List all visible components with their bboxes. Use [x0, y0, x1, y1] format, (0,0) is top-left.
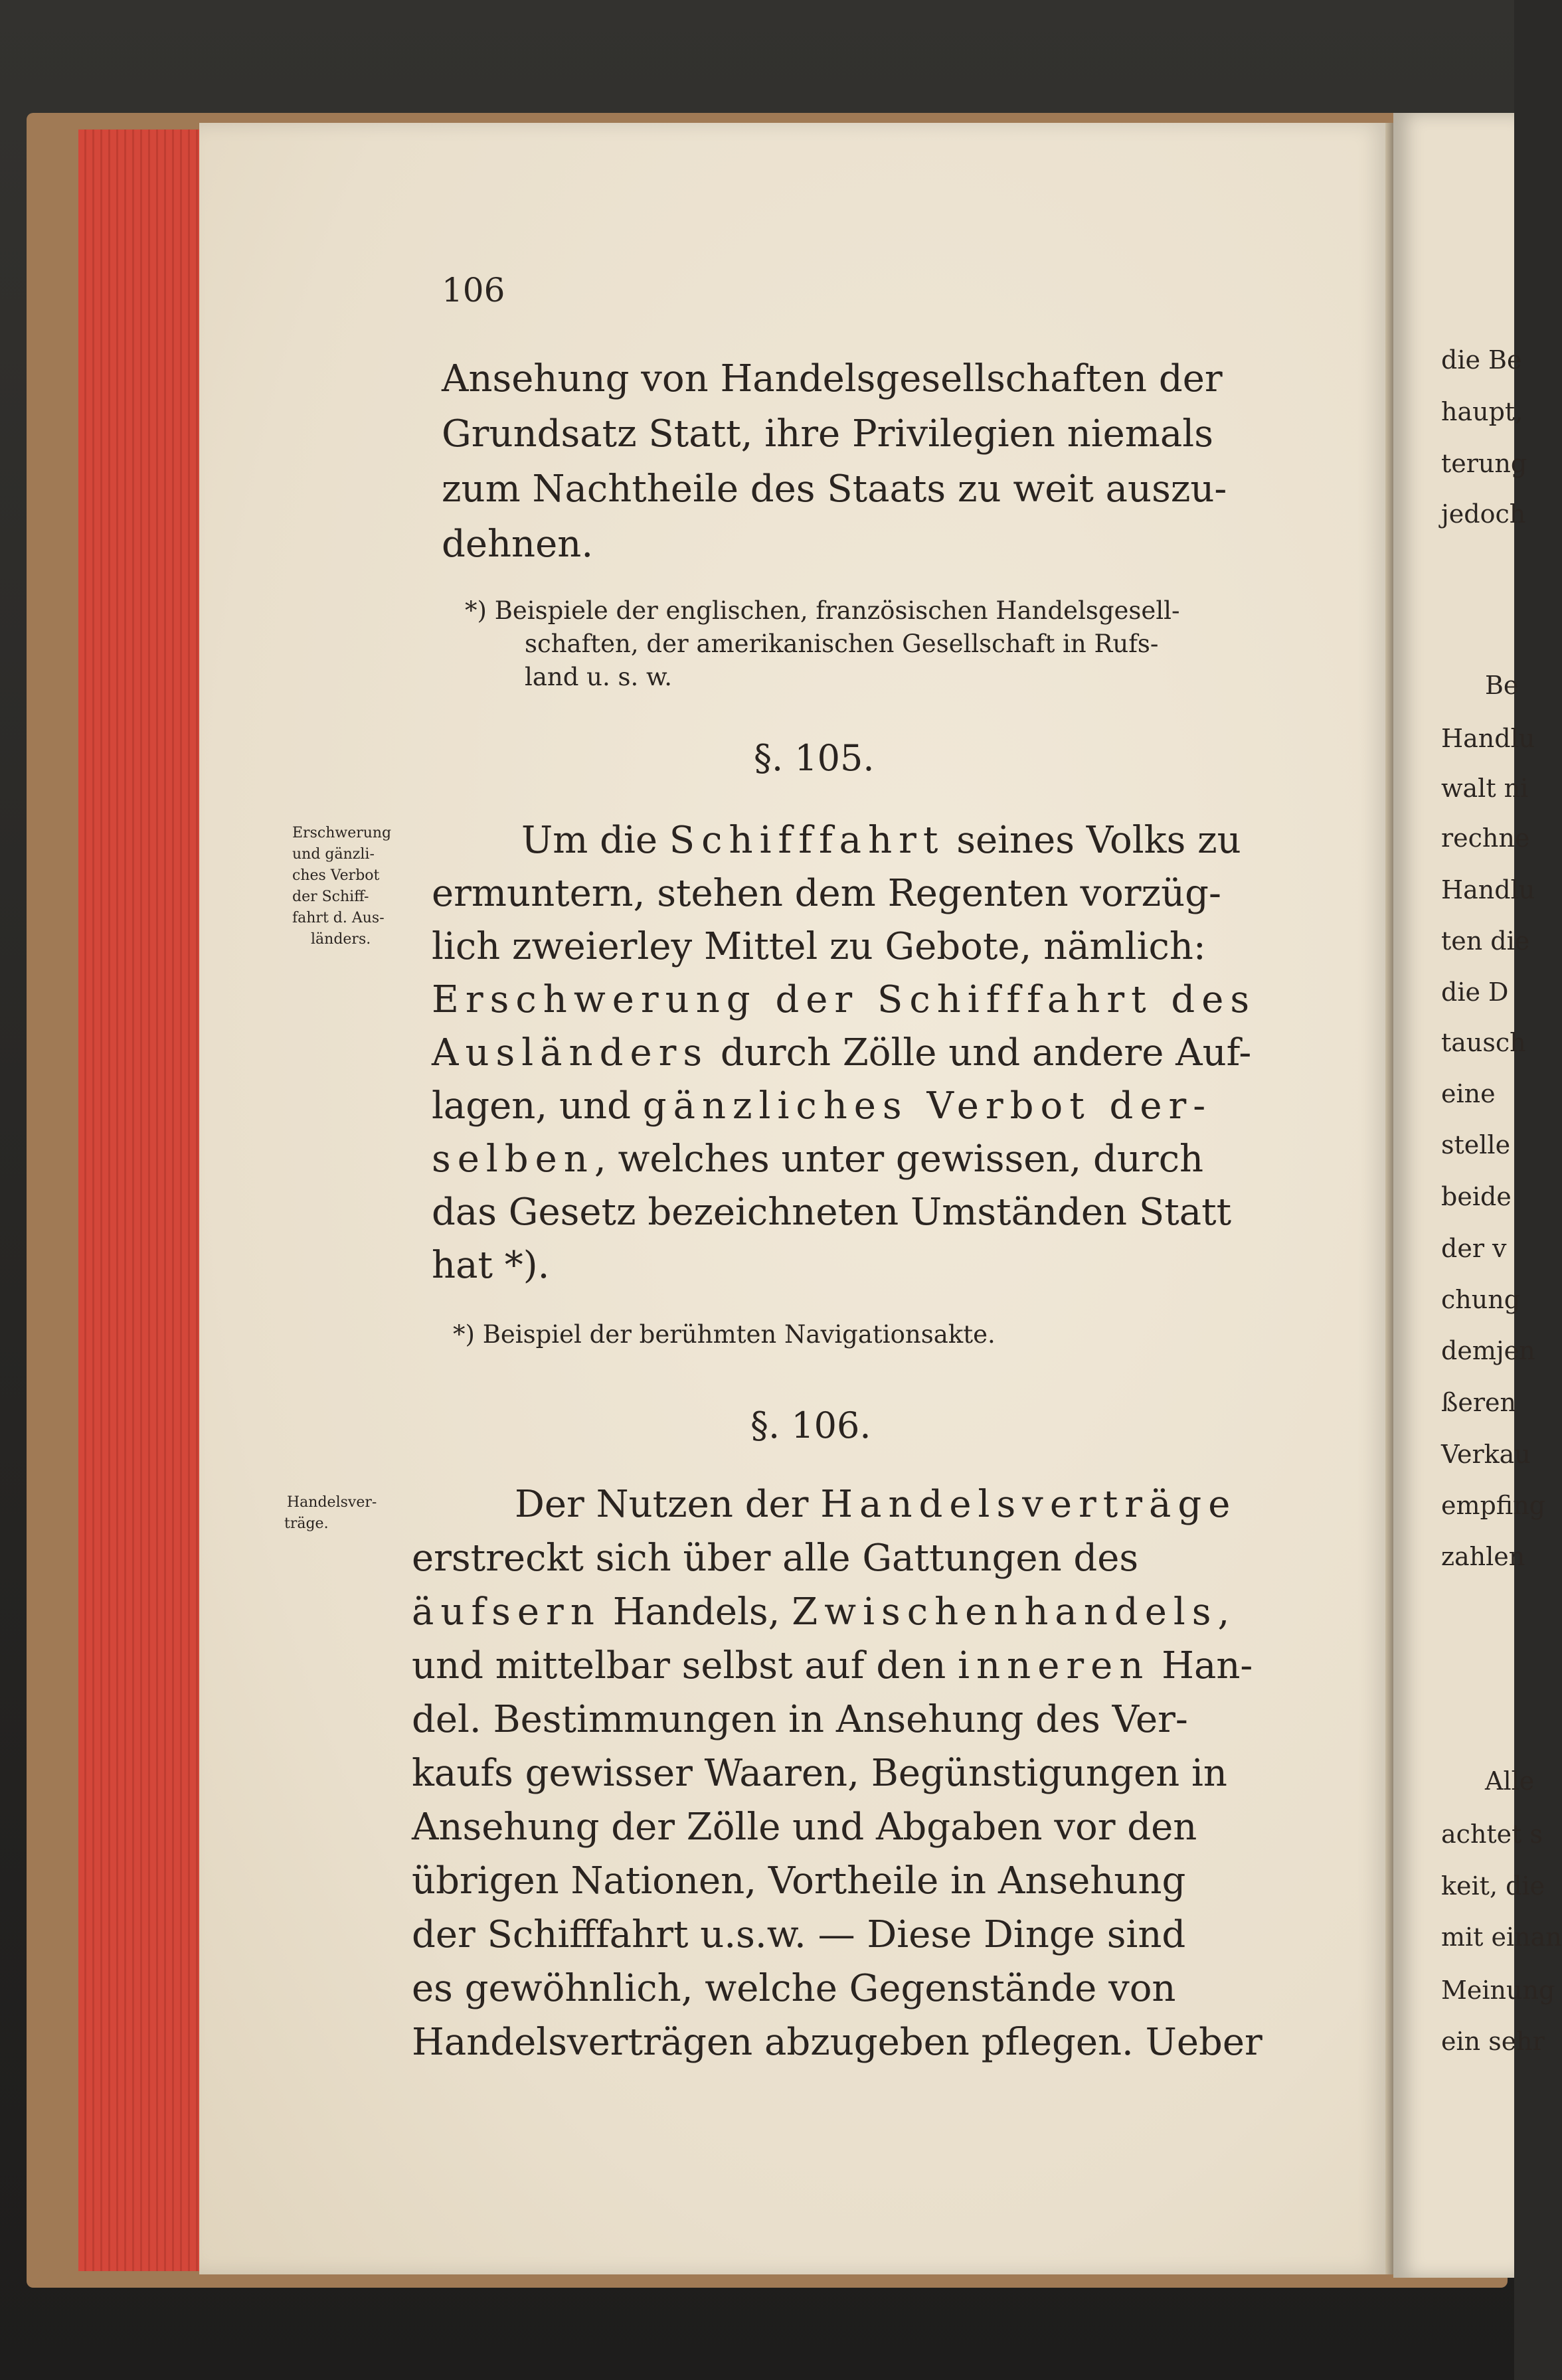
- facing-page-fragment: tausch: [1441, 1028, 1526, 1057]
- text-line: übrigen Nationen, Vortheile in Ansehung: [412, 1859, 1186, 1903]
- text-line: es gewöhnlich, welche Gegenstände von: [412, 1967, 1176, 2010]
- facing-page-fragment: Verkau: [1441, 1440, 1531, 1469]
- facing-page-fragment: Handlu: [1441, 875, 1535, 904]
- facing-page-fragment: zahlen: [1441, 1542, 1525, 1571]
- text-line: äufsern Handels, Zwischenhandels,: [412, 1590, 1230, 1634]
- facing-page-fragment: chung: [1441, 1285, 1521, 1314]
- text-line: ermuntern, stehen dem Regenten vorzüg-: [432, 872, 1221, 915]
- spaced-emphasis: gänzliches Verbot der-: [642, 1084, 1213, 1128]
- text-line: [432, 973, 1256, 1027]
- margin-note-line: und gänzli-: [292, 846, 375, 863]
- facing-page-fragment: Alle: [1485, 1766, 1535, 1796]
- facing-page-fragment: die D: [1441, 978, 1509, 1007]
- margin-note-line: ches Verbot: [292, 867, 380, 884]
- facing-page-fragment: ßeren: [1441, 1388, 1516, 1417]
- facing-page-fragment: die Be: [1441, 345, 1522, 375]
- spaced-emphasis: Schifffahrt: [669, 819, 945, 862]
- facing-page-fragment: mit einan: [1441, 1922, 1562, 1952]
- text-line: Um die Schifffahrt seines Volks zu: [521, 819, 1241, 862]
- facing-page-fragment: terung: [1441, 449, 1527, 478]
- text-line: der Schifffahrt u.s.w. — Diese Dinge sind: [412, 1913, 1186, 1956]
- facing-page-fragment: empfing: [1441, 1491, 1545, 1520]
- text-line: lagen, und gänzliches Verbot der-: [432, 1084, 1213, 1128]
- text-line: erstreckt sich über alle Gattungen des: [412, 1537, 1139, 1580]
- text-line: Der Nutzen der Handelsverträge: [515, 1483, 1237, 1526]
- spaced-emphasis: Erschwerung der Schifffahrt des: [432, 978, 1257, 1021]
- section-105-heading: §. 105.: [754, 737, 875, 779]
- facing-page-fragment: ten die: [1441, 926, 1530, 956]
- facing-page-fragment: haupt,: [1441, 397, 1523, 426]
- footnote-line: *) Beispiele der englischen, französischen Handelsgesell-: [465, 596, 1180, 625]
- text-line: das Gesetz bezeichneten Umständen Statt: [432, 1191, 1232, 1234]
- facing-page-fragment: beide: [1441, 1182, 1512, 1211]
- facing-page-fragment: demjen: [1441, 1336, 1535, 1365]
- text-line: Ausländers durch Zölle und andere Auf-: [432, 1031, 1252, 1074]
- margin-note-line: fahrt d. Aus-: [292, 910, 385, 926]
- text-line: hat *).: [432, 1244, 550, 1287]
- text-line: und mittelbar selbst auf den inneren Han-: [412, 1644, 1253, 1687]
- facing-page-fragment: ein sehr: [1441, 2027, 1545, 2056]
- spaced-emphasis: inneren: [958, 1644, 1150, 1687]
- text-line: Ansehung der Zölle und Abgaben vor den: [412, 1806, 1197, 1849]
- margin-note-line: träge.: [284, 1515, 329, 1532]
- margin-note-line: Handelsver-: [287, 1494, 377, 1511]
- text-line: Ansehung von Handelsgesellschaften der: [442, 357, 1223, 400]
- facing-page-fragment: walt ni: [1441, 774, 1529, 803]
- page-number: 106: [442, 271, 505, 309]
- facing-page-fragment: Meinung: [1441, 1976, 1555, 2005]
- text-line: selben, welches unter gewissen, durch: [432, 1138, 1204, 1181]
- facing-page-fragment: Handlu: [1441, 724, 1535, 753]
- footnote-line: schaften, der amerikanischen Gesellschaft in Rufs-: [525, 630, 1159, 658]
- section-106-heading: §. 106.: [750, 1404, 871, 1446]
- text-line: lich zweierley Mittel zu Gebote, nämlich:: [432, 925, 1206, 968]
- footnote-line: land u. s. w.: [525, 663, 673, 691]
- spaced-emphasis: Zwischenhandels: [792, 1590, 1218, 1634]
- text-line: del. Bestimmungen in Ansehung des Ver-: [412, 1698, 1188, 1741]
- facing-page-fragment: rechne: [1441, 823, 1530, 853]
- spaced-emphasis: Ausländers: [432, 1031, 709, 1074]
- text-line: dehnen.: [442, 523, 594, 566]
- spaced-emphasis: Handelsverträge: [820, 1483, 1237, 1526]
- text-line: Handelsverträgen abzugeben pflegen. Ueber: [412, 2021, 1262, 2064]
- spaced-emphasis: äufsern: [412, 1590, 601, 1634]
- facing-page-fragment: keit, die: [1441, 1871, 1545, 1901]
- text-line: zum Nachtheile des Staats zu weit auszu-: [442, 468, 1227, 511]
- facing-page-fragment: Be: [1485, 671, 1519, 700]
- text-line: Grundsatz Statt, ihre Privilegien niemals: [442, 412, 1213, 456]
- footnote-navigation-act: *) Beispiel der berühmten Navigationsakte.: [453, 1320, 996, 1349]
- facing-page-fragment: jedoch: [1441, 499, 1526, 529]
- margin-note-line: der Schiff-: [292, 889, 369, 905]
- facing-page-fragment: stelle: [1441, 1130, 1511, 1159]
- facing-page-fragment: eine: [1441, 1079, 1496, 1108]
- facing-page-strip: [1393, 113, 1562, 2278]
- facing-page-fragment: der v: [1441, 1234, 1507, 1263]
- text-line: kaufs gewisser Waaren, Begünstigungen in: [412, 1752, 1227, 1795]
- margin-note-line: Erschwerung: [292, 825, 392, 841]
- margin-note-line: länders.: [311, 931, 371, 948]
- spaced-emphasis: selben: [432, 1138, 594, 1181]
- facing-page-fragment: achtet s: [1441, 1820, 1543, 1849]
